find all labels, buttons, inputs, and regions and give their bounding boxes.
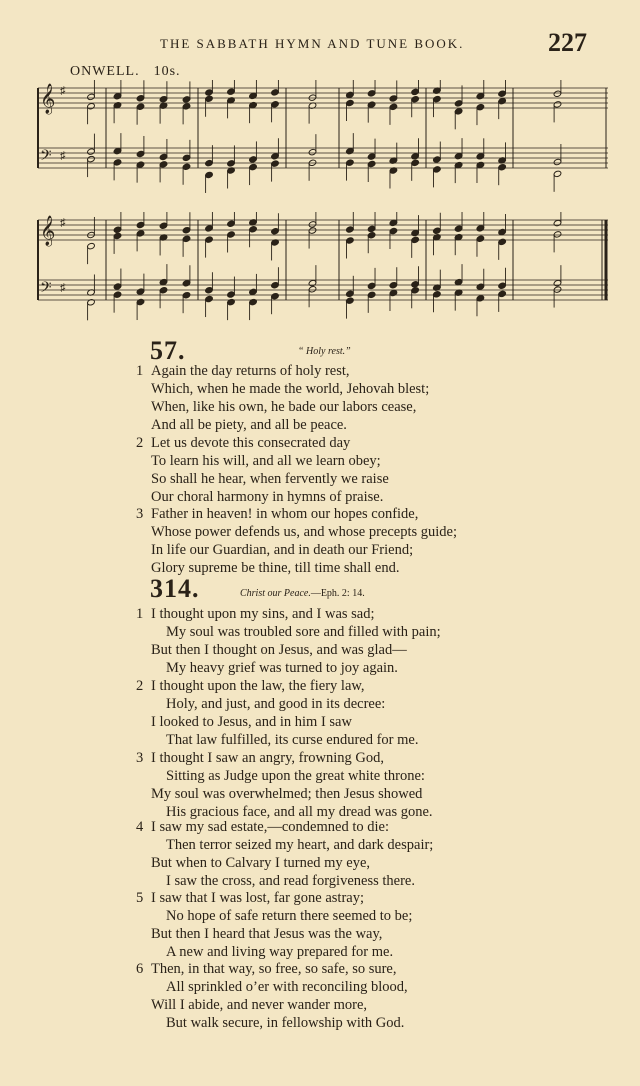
treble-clef-icon: 𝄞 [40,84,56,113]
stanza-number: 1 [136,606,144,622]
stanza-line [136,362,616,380]
stanza-line: Glory supreme be thine, till time shall end. [151,560,400,576]
stanza [136,362,616,434]
tune-meter: 10s. [153,64,181,79]
verse-text: I saw that I was lost, far gone astray; [151,890,365,906]
tune-heading [70,64,181,80]
hymn-number: 57. [150,336,186,365]
stanza-line [136,677,616,695]
music-staff-system [36,80,610,200]
music-staff-system [36,212,610,332]
hymn-title-text: Christ our Peace. [240,588,311,599]
stanza-number: 6 [136,961,144,977]
stanza-number: 2 [136,435,144,451]
stanza-line: And all be piety, and all be peace. [151,417,347,433]
hymn-number: 314. [150,574,200,603]
stanza-line: I saw the cross, and read forgiveness there. [166,873,415,889]
stanza-line [136,749,616,767]
stanza-line: Holy, and just, and good in its decree: [166,696,386,712]
stanza-line: When, like his own, he bade our labors cease, [151,399,417,415]
verse-text: I thought upon my sins, and I was sad; [151,606,375,622]
stanza-line: But when to Calvary I turned my eye, [151,855,371,871]
bass-clef-icon: 𝄢 [40,147,52,167]
stanza-line: To learn his will, and all we learn obey; [151,453,381,469]
stanza-line: Will I abide, and never wander more, [151,997,368,1013]
stanza-line [136,434,616,452]
verse-text: I thought upon the law, the fiery law, [151,678,365,694]
stanza-number: 3 [136,750,144,766]
stanza-line: A new and living way prepared for me. [166,944,394,960]
music-system-1 [36,80,610,200]
stanza [136,434,616,506]
hymn-title [240,588,365,599]
stanza-line: Sitting as Judge upon the great white throne: [166,768,425,784]
stanza-line [136,889,616,907]
stanza-line [136,818,616,836]
stanza [136,889,616,961]
stanza-line: So shall he hear, when fervently we raise [151,471,389,487]
stanza [136,818,616,890]
hymn-title: “ Holy rest.” [298,346,351,357]
stanza-line [136,505,616,523]
stanza-line: My heavy grief was turned to joy again. [166,660,398,676]
stanza-line [136,605,616,623]
stanza-line: All sprinkled o’er with reconciling blood, [166,979,408,995]
stanza [136,505,616,577]
key-signature-sharp-icon: ♯ [60,150,66,162]
stanza-line: Our choral harmony in hymns of praise. [151,489,384,505]
key-signature-sharp-icon: ♯ [60,282,66,294]
stanza-line: No hope of safe return there seemed to be; [166,908,413,924]
stanza-line: His gracious face, and all my dread was gone. [166,804,433,820]
tune-name: ONWELL. [70,64,140,79]
stanza-number: 2 [136,678,144,694]
treble-clef-icon: 𝄞 [40,216,56,245]
key-signature-sharp-icon: ♯ [60,85,66,97]
key-signature-sharp-icon: ♯ [60,217,66,229]
verse-text: I thought I saw an angry, frowning God, [151,750,385,766]
stanza [136,960,616,1032]
stanza-line: But then I thought on Jesus, and was glad— [151,642,407,658]
bass-clef-icon: 𝄢 [40,279,52,299]
stanza-number: 3 [136,506,144,522]
running-title: THE SABBATH HYMN AND TUNE BOOK. [160,36,465,51]
stanza-number: 5 [136,890,144,906]
music-system-2 [36,212,610,332]
stanza-line: Then terror seized my heart, and dark despair; [166,837,434,853]
stanza-line: Which, when he made the world, Jehovah blest; [151,381,430,397]
stanza-number: 1 [136,363,144,379]
verse-text: Let us devote this consecrated day [151,435,351,451]
stanza [136,605,616,677]
stanza-line: But walk secure, in fellowship with God. [166,1015,405,1031]
stanza-line: My soul was troubled sore and filled with pain; [166,624,441,640]
stanza [136,749,616,821]
stanza-line: That law fulfilled, its curse endured for me. [166,732,419,748]
scripture-reference: —Eph. 2: 14. [310,588,365,599]
verse-text: I saw my sad estate,—condemned to die: [151,819,389,835]
stanza-line [136,960,616,978]
verse-text: Then, in that way, so free, so safe, so sure, [151,961,397,977]
stanza [136,677,616,749]
page-number: 227 [548,28,587,57]
stanza-line: I looked to Jesus, and in him I saw [151,714,352,730]
stanza-line: But then I heard that Jesus was the way, [151,926,383,942]
page-header [0,30,640,60]
stanza-line: My soul was overwhelmed; then Jesus showed [151,786,423,802]
stanza-number: 4 [136,819,144,835]
verse-text: Again the day returns of holy rest, [151,363,350,379]
verse-text: Father in heaven! in whom our hopes confide, [151,506,419,522]
stanza-line: In life our Guardian, and in death our Friend; [151,542,414,558]
stanza-line: Whose power defends us, and whose precepts guide; [151,524,458,540]
